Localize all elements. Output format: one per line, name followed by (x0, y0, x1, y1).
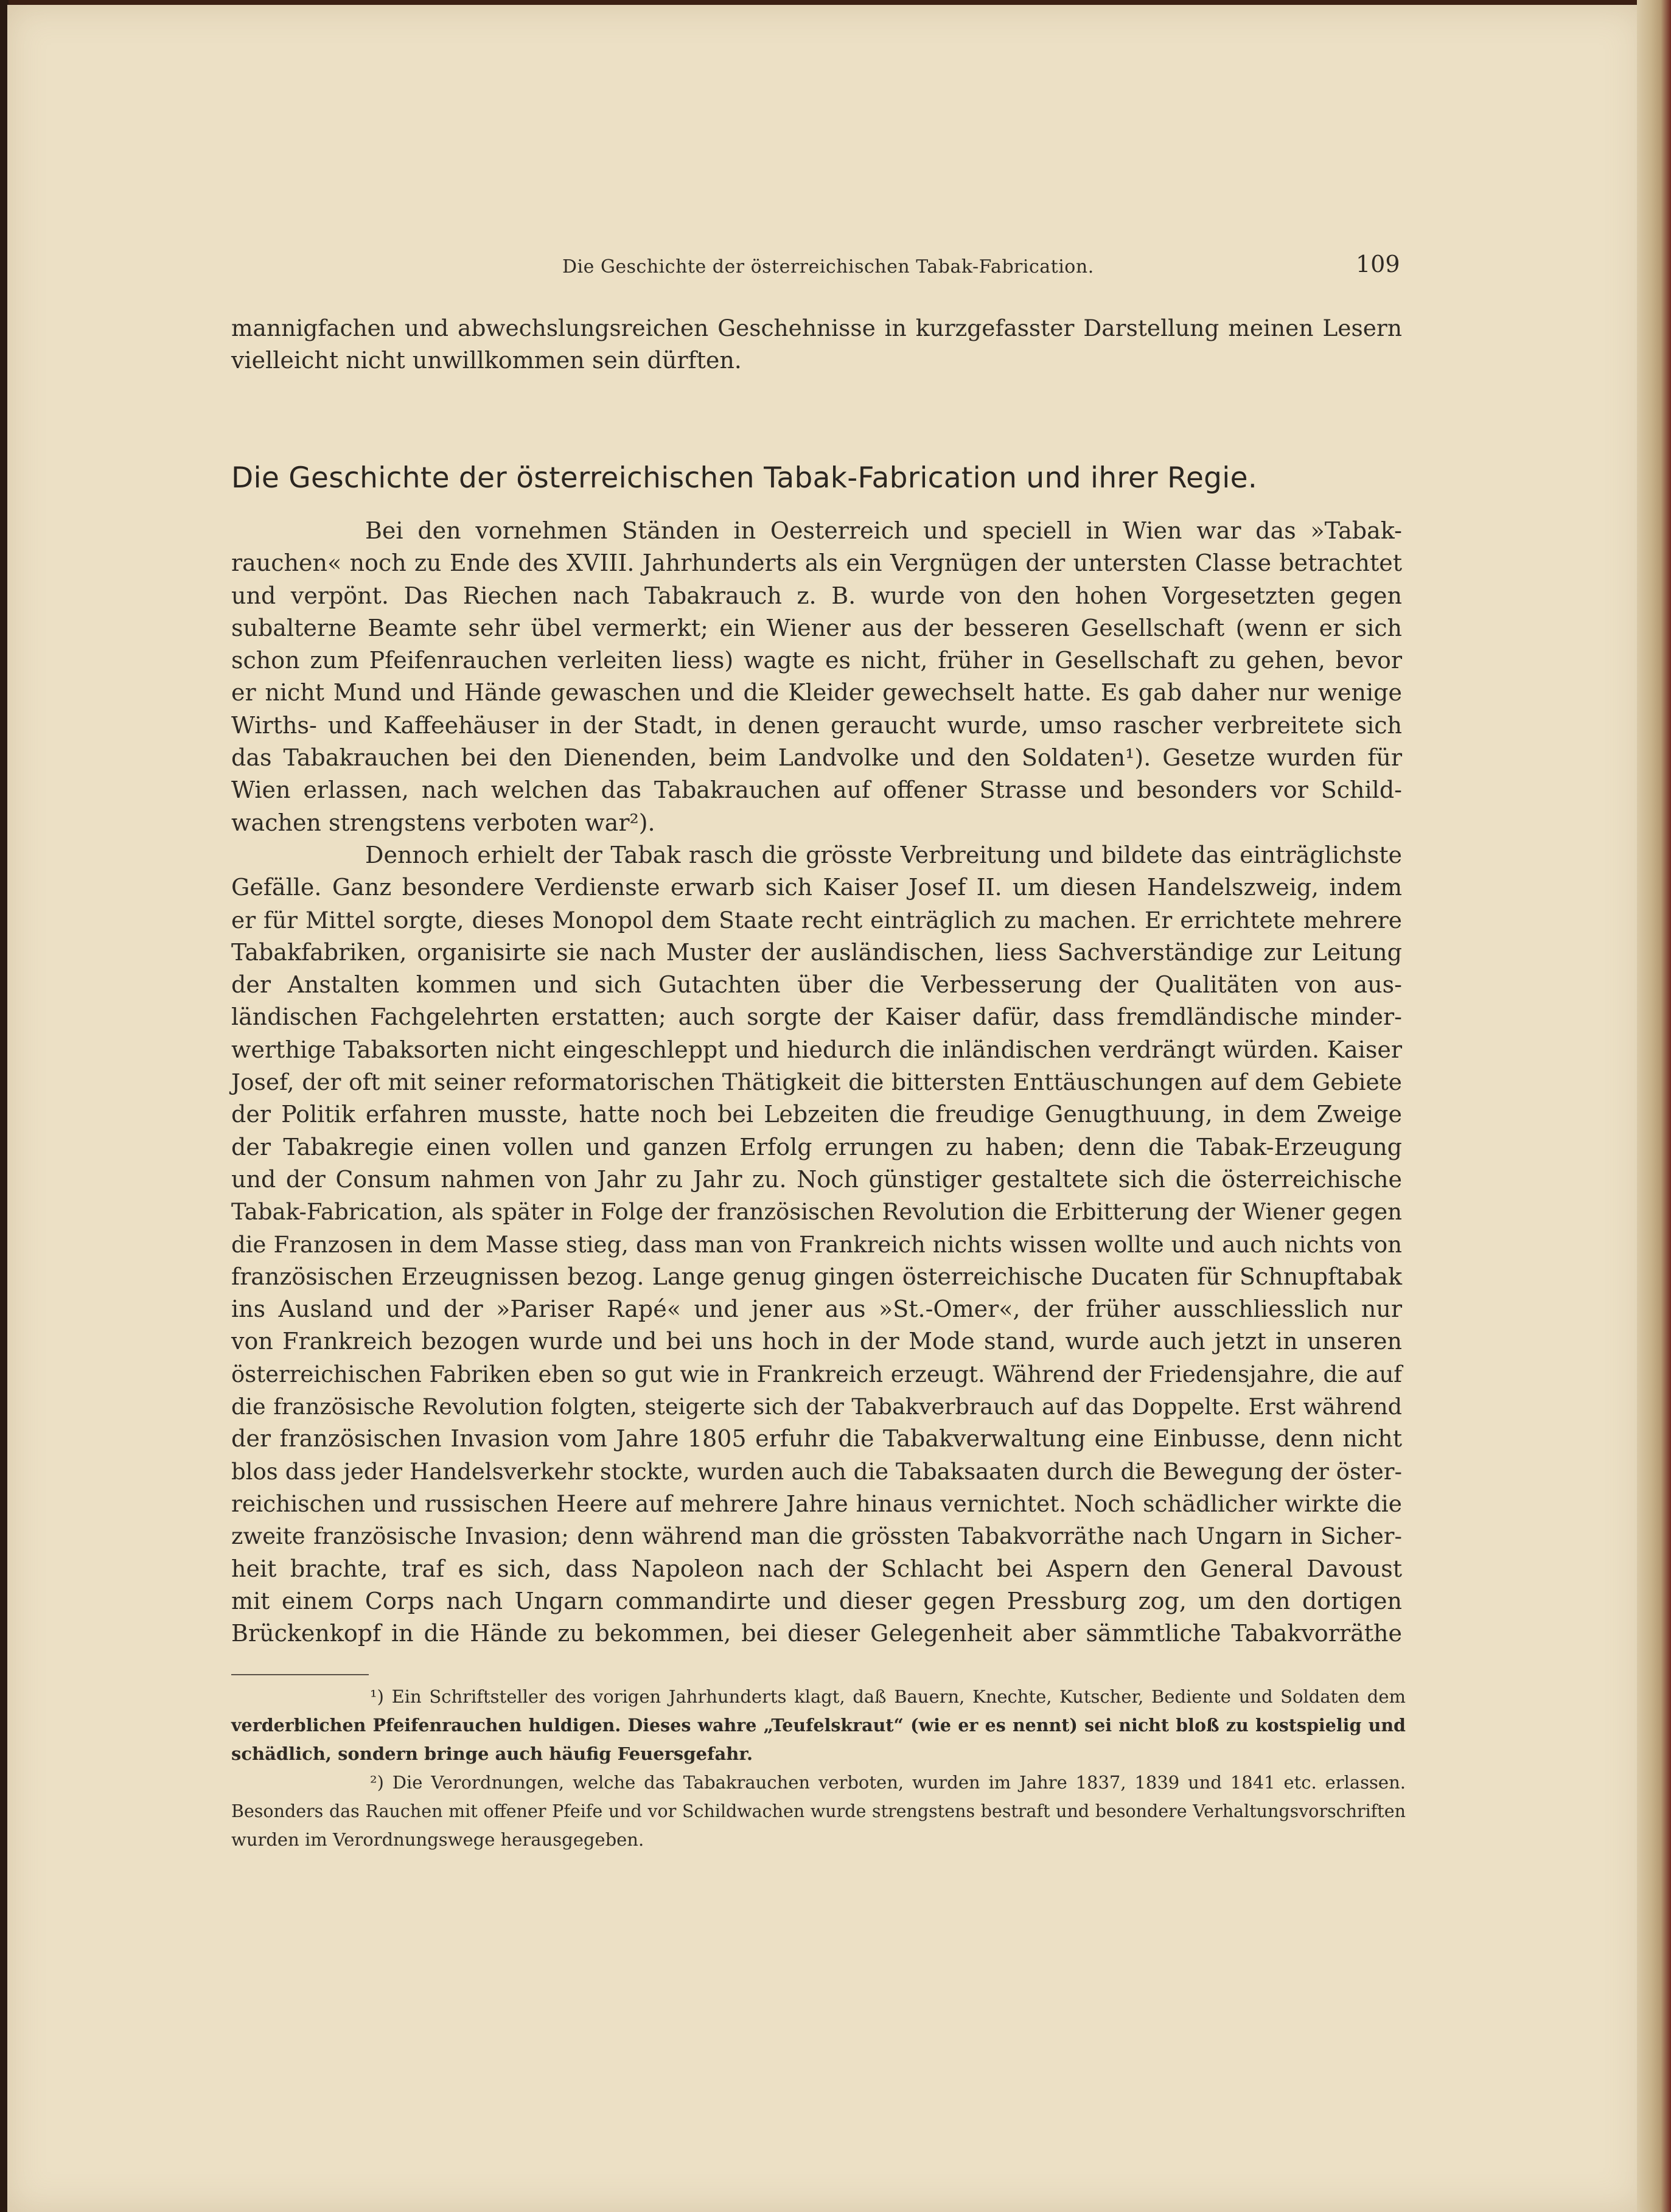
text-line: Tabakfabriken, organisirte sie nach Muster der ausländischen, liess Sachverständige zur Leitung (231, 938, 1402, 966)
footnote-line: wurden im Verordnungswege herausgegeben. (231, 1829, 644, 1850)
text-line: die Franzosen in dem Masse stieg, dass man von Frankreich nichts wissen wollte und auch nichts von (231, 1231, 1402, 1258)
text-line: Gefälle. Ganz besondere Verdienste erwarb sich Kaiser Josef II. um diesen Handelszweig, indem (231, 874, 1402, 901)
text-line: Bei den vornehmen Ständen in Oesterreich und speciell in Wien war das »Tabak- (365, 517, 1402, 544)
text-line: mit einem Corps nach Ungarn commandirte und dieser gegen Pressburg zog, um den dortigen (231, 1587, 1402, 1614)
text-line: rauchen« noch zu Ende des XVIII. Jahrhunderts als ein Vergnügen der untersten Classe betrachtet (231, 550, 1402, 577)
text-line: französischen Erzeugnissen bezog. Lange genug gingen österreichische Ducaten für Schnupftabak (231, 1263, 1402, 1290)
footnote-line: ²) Die Verordnungen, welche das Tabakrauchen verboten, wurden im Jahre 1837, 1839 und 1841 etc. erlassen. (370, 1772, 1406, 1793)
text-line: österreichischen Fabriken eben so gut wie in Frankreich erzeugt. Während der Friedensjahre, die auf (231, 1361, 1402, 1387)
footnotes (231, 1683, 1406, 1854)
running-head: Die Geschichte der österreichischen Tabak-Fabrication. (562, 256, 1094, 277)
footnote-rule (231, 1674, 369, 1675)
text-line: er nicht Mund und Hände gewaschen und die Kleider gewechselt hatte. Es gab daher nur wenige (231, 679, 1402, 707)
text-line: er für Mittel sorgte, dieses Monopol dem Staate recht einträglich zu machen. Er errichtete mehrere (231, 906, 1402, 933)
text-line: schon zum Pfeifenrauchen verleiten liess) wagte es nicht, früher in Gesellschaft zu gehen, bevor (231, 647, 1402, 674)
page-edge (1637, 0, 1671, 2212)
footnote-line: ¹) Ein Schriftsteller des vorigen Jahrhunderts klagt, daß Bauern, Knechte, Kutscher, Bediente und Soldaten dem (370, 1686, 1406, 1707)
text-line: subalterne Beamte sehr übel vermerkt; ein Wiener aus der besseren Gesellschaft (wenn er sich (231, 614, 1402, 641)
text-line: und verpönt. Das Riechen nach Tabakrauch z. B. wurde von den hohen Vorgesetzten gegen (231, 582, 1402, 609)
text-line: der Tabakregie einen vollen und ganzen Erfolg errungen zu haben; denn die Tabak-Erzeugung (231, 1133, 1402, 1160)
text-line: mannigfachen und abwechslungsreichen Geschehnisse in kurzgefasster Darstellung meinen Lesern (231, 315, 1402, 341)
text-line: vielleicht nicht unwillkommen sein dürften. (231, 347, 742, 374)
text-line: ins Ausland und der »Pariser Rapé« und jener aus »St.-Omer«, der früher ausschliesslich nur (231, 1296, 1402, 1323)
text-line: Tabak-Fabrication, als später in Folge der französischen Revolution die Erbitterung der Wiener gegen (231, 1199, 1402, 1226)
text-line: die französische Revolution folgten, steigerte sich der Tabakverbrauch auf das Doppelte. Erst während (231, 1394, 1402, 1420)
text-line: der französischen Invasion vom Jahre 1805 erfuhr die Tabakverwaltung eine Einbusse, denn nicht (231, 1425, 1402, 1453)
text-line: und der Consum nahmen von Jahr zu Jahr zu. Noch günstiger gestaltete sich die österreichische (231, 1165, 1402, 1193)
text-line: Wien erlassen, nach welchen das Tabakrauchen auf offener Strasse und besonders vor Schild- (231, 776, 1402, 804)
section-heading: Die Geschichte der österreichischen Tabak-Fabrication und ihrer Regie. (231, 461, 1258, 495)
text-line: Dennoch erhielt der Tabak rasch die grösste Verbreitung und bildete das einträglichste (365, 841, 1402, 868)
footnote-line: schädlich, sondern bringe auch häufig Feuersgefahr. (231, 1743, 753, 1764)
text-line: werthige Tabaksorten nicht eingeschleppt und hiedurch die inländischen verdrängt würden. Kaiser (231, 1036, 1402, 1063)
body-text (231, 515, 1402, 1650)
text-line: zweite französische Invasion; denn während man die grössten Tabakvorräthe nach Ungarn in Sicher- (231, 1523, 1402, 1550)
text-line: Josef, der oft mit seiner reformatorischen Thätigkeit die bittersten Enttäuschungen auf dem Gebiete (231, 1069, 1402, 1096)
book-page (7, 5, 1643, 2212)
text-line: von Frankreich bezogen wurde und bei uns hoch in der Mode stand, wurde auch jetzt in unseren (231, 1328, 1402, 1355)
text-line: der Politik erfahren musste, hatte noch bei Lebzeiten die freudige Genugthuung, in dem Zweige (231, 1101, 1402, 1128)
continuation-paragraph (231, 312, 1402, 377)
text-line: das Tabakrauchen bei den Dienenden, beim Landvolke und den Soldaten¹). Gesetze wurden für (231, 744, 1402, 772)
text-line: blos dass jeder Handelsverkehr stockte, wurden auch die Tabaksaaten durch die Bewegung der öster- (231, 1458, 1402, 1485)
text-line: Wirths- und Kaffeehäuser in der Stadt, in denen geraucht wurde, umso rascher verbreitete sich (231, 711, 1402, 739)
page-number: 109 (1356, 251, 1400, 277)
footnote-line: verderblichen Pfeifenrauchen huldigen. Dieses wahre „Teufelskraut“ (wie er es nennt) sei nicht bloß zu kostspielig und (231, 1715, 1406, 1736)
text-line: der Anstalten kommen und sich Gutachten über die Verbesserung der Qualitäten von aus- (231, 971, 1402, 999)
text-line: wachen strengstens verboten war²). (231, 809, 655, 836)
text-line: reichischen und russischen Heere auf mehrere Jahre hinaus vernichtet. Noch schädlicher wirkte die (231, 1490, 1402, 1517)
text-line: Brückenkopf in die Hände zu bekommen, bei dieser Gelegenheit aber sämmtliche Tabakvorräthe (231, 1620, 1402, 1647)
text-line: ländischen Fachgelehrten erstatten; auch sorgte der Kaiser dafür, dass fremdländische minder- (231, 1003, 1402, 1031)
text-line: heit brachte, traf es sich, dass Napoleon nach der Schlacht bei Aspern den General Davoust (231, 1555, 1402, 1582)
footnote-line: Besonders das Rauchen mit offener Pfeife und vor Schildwachen wurde strengstens bestraft und besondere Verhaltungsvorschriften (231, 1801, 1406, 1821)
